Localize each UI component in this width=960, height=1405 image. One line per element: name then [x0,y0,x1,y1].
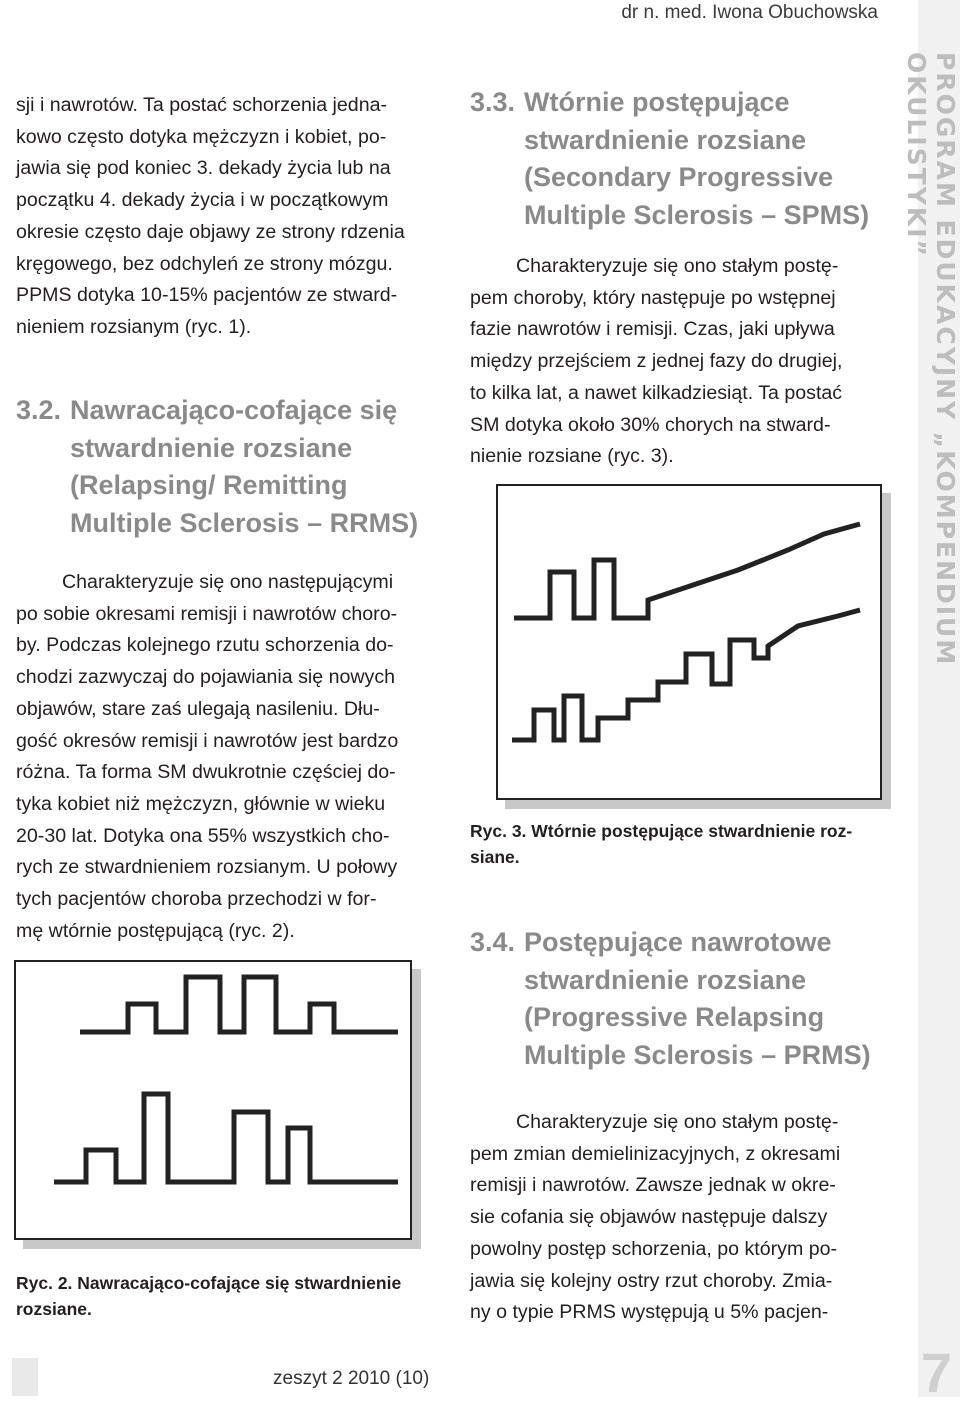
line: okresie często daje objawy ze strony rdzenia [16,220,405,243]
line: pem choroby, który następuje po wstępnej [470,286,836,309]
author-name: dr n. med. Iwona Obuchowska [621,2,878,23]
figure-2-upper-trace [80,977,398,1032]
figure-3-upper-trace [514,524,860,618]
line: remisji i nawrotów. Zawsze jednak w okre- [470,1174,836,1197]
heading-line: stwardnienie rozsiane [70,432,353,463]
line: między przejściem z jednej fazy do drugiej, [470,350,843,373]
line: Charakteryzuje się ono następującymi [62,571,394,593]
section-3-2-body [16,567,424,947]
caption-line: siane. [470,847,520,867]
heading-line: (Relapsing/ Remitting [70,470,348,501]
figure-3-lower-trace [512,610,860,740]
figure-2-caption [16,1270,436,1322]
heading-line: (Secondary Progressive [524,162,834,193]
line: po sobie okresami remisji i nawrotów choro- [16,602,398,625]
caption-line: rozsiane. [16,1299,92,1319]
section-number: 3.2. [16,395,62,425]
section-3-4-heading [470,924,878,1074]
line: kręgowego, bez odchyleń ze strony mózgu. [16,252,393,275]
line: ny o typie PRMS występują u 5% pacjen- [470,1301,829,1324]
heading-line: Multiple Sclerosis – RRMS) [70,507,419,538]
line: mę wtórnie postępującą (ryc. 2). [16,919,295,942]
figure-2-diagram [14,960,412,1240]
intro-paragraph [16,90,424,344]
heading-line: Postępujące nawrotowe [524,927,832,957]
section-3-4-body [470,1107,878,1329]
line: powolny postęp schorzenia, po którym po- [470,1237,838,1260]
heading-line: Nawracająco-cofające się [70,395,398,425]
heading-line: Wtórnie postępujące [524,87,790,117]
line: sji i nawrotów. Ta postać schorzenia jedna- [16,94,388,116]
line: gość okresów remisji i nawrotów jest bardzo [16,729,399,752]
section-3-3-heading [470,84,878,234]
line: tych pacjentów choroba przechodzi w for- [16,888,377,911]
line: objawów, stare zaś ulegają nasileniu. Dłu- [16,697,380,720]
line: chodzi zazwyczaj do pojawiania się nowych [16,666,396,689]
page-number: 7 [920,1341,952,1404]
line: nieniem rozsianym (ryc. 1). [16,315,252,338]
line: fazie nawrotów i remisji. Czas, jaki upływa [470,318,835,341]
section-3-2-heading [16,392,424,542]
line: by. Podczas kolejnego rzutu schorzenia do- [16,634,394,657]
heading-line: (Progressive Relapsing [524,1002,825,1033]
issue-label: zeszyt 2 2010 (10) [273,1368,430,1389]
line: tyka kobiet niż mężczyzn, głównie w wieku [16,792,386,815]
figure-2-svg [16,962,410,1238]
line: Charakteryzuje się ono stałym postę- [516,255,839,277]
heading-line: stwardnienie rozsiane [524,964,807,995]
heading-line: Multiple Sclerosis – PRMS) [524,1039,871,1070]
line: jawia się kolejny ostry rzut choroby. Zmia- [470,1269,833,1292]
caption-line: Ryc. 3. Wtórnie postępujące stwardnienie roz- [470,821,853,841]
figure-3-svg [498,486,880,798]
caption-line: Ryc. 2. Nawracająco-cofające się stwardnienie [16,1273,402,1293]
section-3-3-body [470,251,878,473]
line: kowo często dotyka mężczyzn i kobiet, po- [16,125,387,148]
figure-3-diagram [496,484,882,800]
heading-line: stwardnienie rozsiane [524,124,807,155]
line: pem zmian demielinizacyjnych, z okresami [470,1142,841,1165]
figure-2-lower-trace [54,1094,398,1182]
line: sie cofania się objawów następuje dalszy [470,1206,828,1229]
line: SM dotyka około 30% chorych na stward- [470,413,831,436]
line: rych ze stwardnieniem rozsianym. U połowy [16,856,398,879]
line: początku 4. dekady życia i w początkowym [16,189,389,212]
section-number: 3.3. [470,87,516,117]
line: różna. Ta forma SM dwukrotnie częściej do- [16,761,396,784]
line: to kilka lat, a nawet kilkadziesiąt. Ta postać [470,381,843,404]
heading-line: Multiple Sclerosis – SPMS) [524,199,870,230]
line: PPMS dotyka 10-15% pacjentów ze stward- [16,284,398,307]
line: 20-30 lat. Dotyka ona 55% wszystkich cho- [16,824,390,847]
section-number: 3.4. [470,927,516,957]
line: jawia się pod koniec 3. dekady życia lub na [16,157,391,180]
line: nienie rozsiane (ryc. 3). [470,445,674,468]
footer-marker [12,1358,38,1396]
line: Charakteryzuje się ono stałym postę- [516,1111,839,1133]
program-label: PROGRAM EDUKACYJNY „KOMPENDIUM OKULISTYKI” [902,52,960,667]
figure-3-caption [470,818,880,870]
